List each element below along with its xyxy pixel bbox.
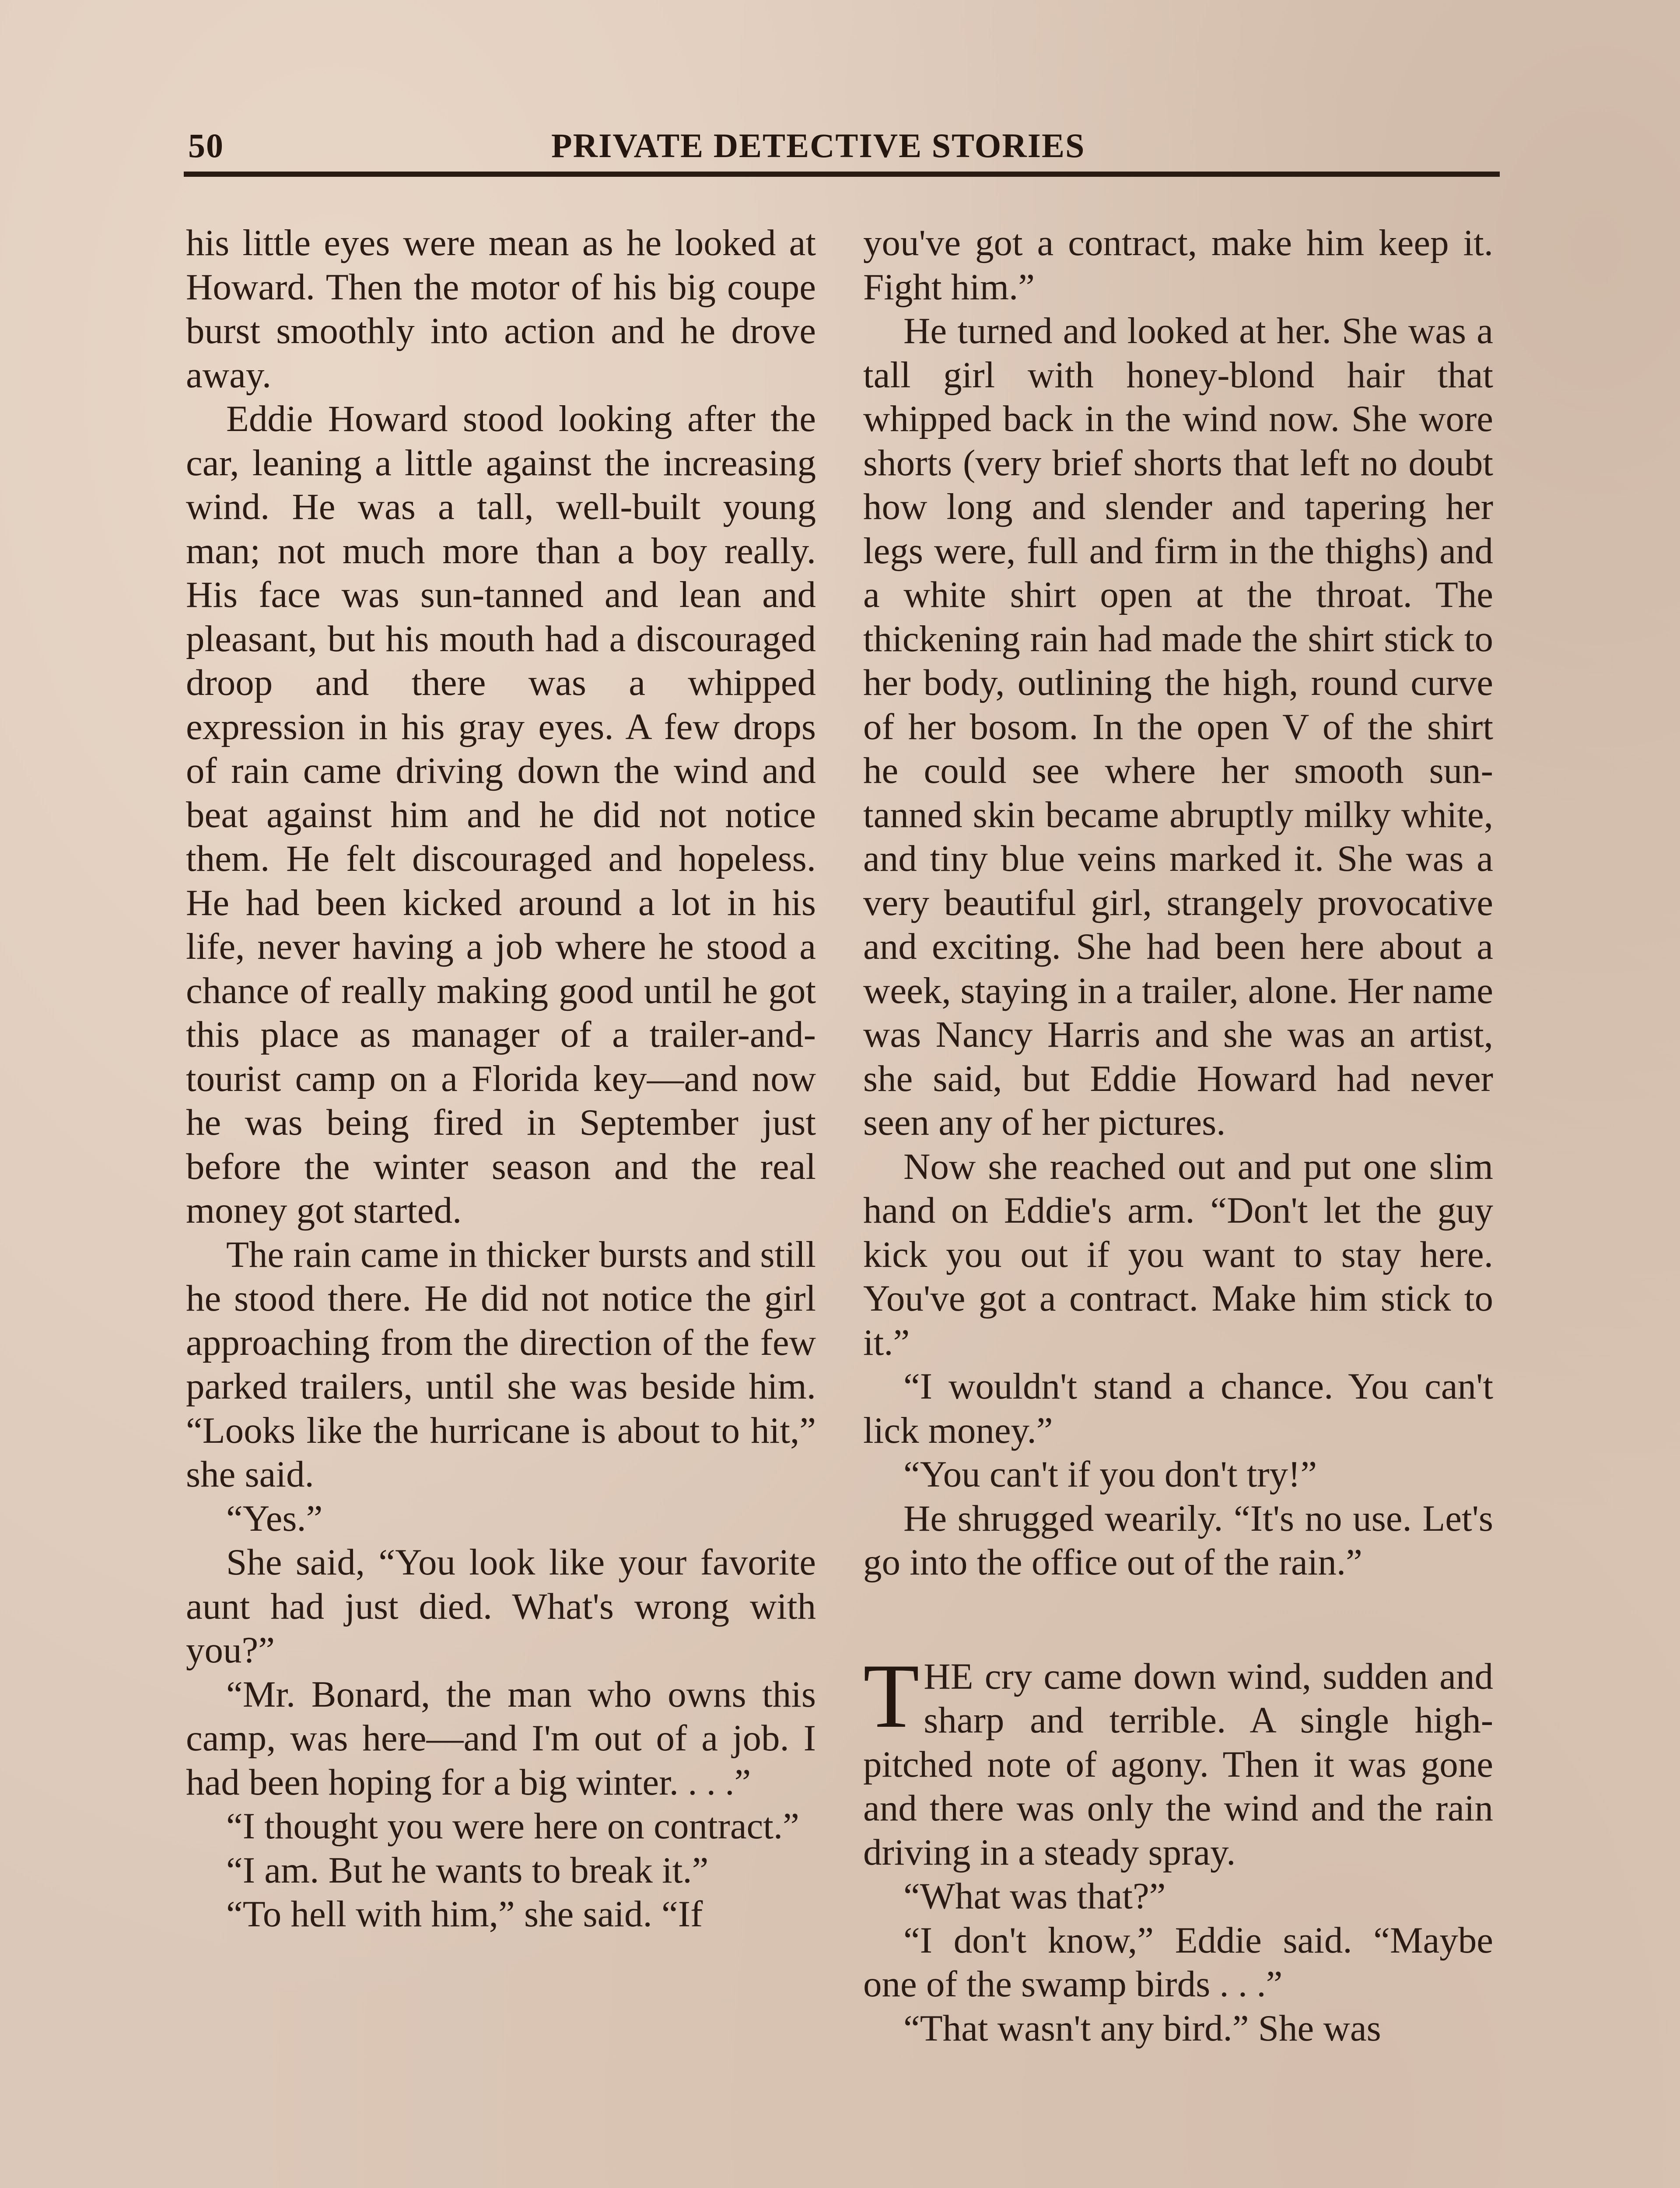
- paragraph: “Yes.”: [226, 1497, 323, 1539]
- paragraph: “You can't if you don't try!”: [903, 1454, 1317, 1495]
- paragraph: “Mr. Bonard, the man who owns this camp, was here—and I'm out of a job. I had been hoping for a big winter. . . .”: [186, 1673, 816, 1803]
- paragraph: She said, “You look like your favorite aunt had just died. What's wrong with you?”: [186, 1542, 816, 1671]
- paragraph: “I don't know,” Eddie said. “Maybe one of the swamp birds . . .”: [863, 1919, 1493, 2005]
- paragraph: He shrugged wearily. “It's no use. Let's go into the office out of the rain.”: [863, 1497, 1493, 1583]
- paragraph: “To hell with him,” she said. “If: [226, 1893, 703, 1935]
- paragraph: “That wasn't any bird.” She was: [903, 2007, 1381, 2049]
- paragraph: Now she reached out and put one slim hand on Eddie's arm. “Don't let the guy kick you out if you want to stay here. You've got a contract. Make him stick to it.”: [863, 1146, 1493, 1363]
- paragraph: He turned and looked at her. She was a tall girl with honey-blond hair that whipped back in the wind now. She wore shorts (very brief shorts that left no doubt how long and slender and tapering her legs were, full and firm in the thighs) and a white shirt open at the throat. The thickening rain had made the shirt stick to her body, outlining the high, round curve of her bosom. In the open V of the shirt he could see where her smooth sun-tanned skin became abruptly milky white, and tiny blue veins marked it. She was a very beautiful girl, strangely provocative and exciting. She had been here about a week, staying in a trailer, alone. Her name was Nancy Harris and she was an artist, she said, but Eddie Howard had never seen any of her pictures.: [863, 310, 1493, 1143]
- page-number: 50: [188, 126, 224, 165]
- header-rule: [184, 172, 1500, 177]
- page-header: [184, 118, 1496, 175]
- paragraph: “I thought you were here on contract.”: [226, 1806, 799, 1847]
- paragraph: “What was that?”: [903, 1876, 1166, 1917]
- section-break: [863, 1585, 1493, 1655]
- left-column: [186, 221, 816, 1936]
- paragraph: “I wouldn't stand a chance. You can't lick money.”: [863, 1366, 1493, 1451]
- paragraph: Eddie Howard stood looking after the car, leaning a little against the increasing wind. He was a tall, well-built young man; not much more than a boy really. His face was sun-tanned and lean and pleasant, but his mouth had a discouraged droop and there was a whipped expression in his gray eyes. A few drops of rain came driving down the wind and beat against him and he did not notice them. He felt discouraged and hopeless. He had been kicked around a lot in his life, never having a job where he stood a chance of really making good until he got this place as manager of a trailer-and-tourist camp on a Florida key—and now he was being fired in September just before the winter season and the real money got started.: [186, 398, 816, 1231]
- paragraph: you've got a contract, make him keep it. Fight him.”: [863, 222, 1493, 308]
- section-opening-paragraph: [863, 1645, 1493, 1875]
- magazine-title: PRIVATE DETECTIVE STORIES: [551, 126, 1085, 165]
- drop-cap: T: [863, 1645, 920, 1747]
- paragraph: The rain came in thicker bursts and still he stood there. He did not notice the girl approaching from the direction of the few parked trailers, until she was beside him. “Looks like the hurricane is about to hit,” she said.: [186, 1234, 816, 1495]
- right-column: [863, 221, 1493, 2050]
- paragraph: his little eyes were mean as he looked at Howard. Then the motor of his big coupe burst smoothly into action and he drove away.: [186, 222, 816, 396]
- paragraph: “I am. But he wants to break it.”: [226, 1849, 709, 1891]
- paragraph-text: HE cry came down wind, sudden and sharp and terrible. A single high-pitched note of agony. Then it was gone and there was only the wind and the rain driving in a steady spray.: [863, 1655, 1493, 1873]
